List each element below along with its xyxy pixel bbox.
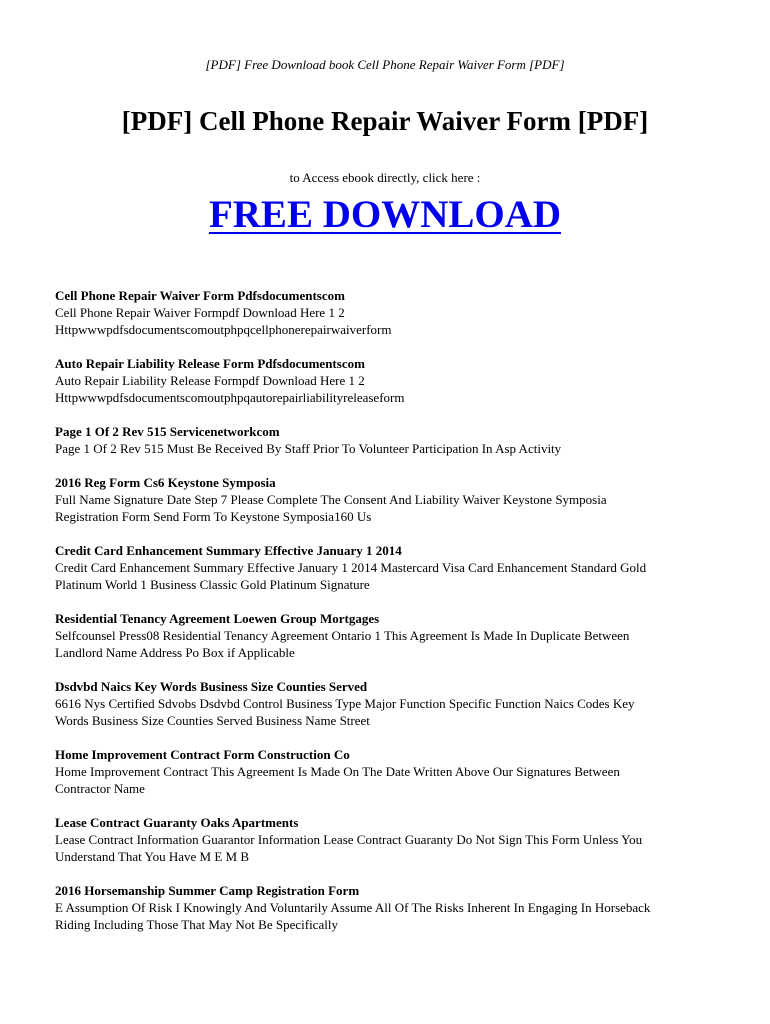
entry-body-line: 6616 Nys Certified Sdvobs Dsdvbd Control Business Type Major Function Specific Function Naics Codes Key <box>55 696 635 711</box>
running-header: [PDF] Free Download book Cell Phone Repair Waiver Form [PDF] <box>205 57 565 72</box>
entry-title: 2016 Reg Form Cs6 Keystone Symposia <box>55 475 276 490</box>
list-item <box>55 882 720 933</box>
entry-title: Residential Tenancy Agreement Loewen Group Mortgages <box>55 611 380 626</box>
entry-body-line: Contractor Name <box>55 781 145 796</box>
entry-title: Lease Contract Guaranty Oaks Apartments <box>55 815 299 830</box>
list-item <box>55 610 720 661</box>
entry-body-line: Words Business Size Counties Served Business Name Street <box>55 713 370 728</box>
page-title: [PDF] Cell Phone Repair Waiver Form [PDF] <box>121 106 649 136</box>
list-item <box>55 746 720 797</box>
entry-body-line: Registration Form Send Form To Keystone Symposia160 Us <box>55 509 372 524</box>
entry-title: Home Improvement Contract Form Construction Co <box>55 747 350 762</box>
list-item <box>55 814 720 865</box>
entry-body-line: Riding Including Those That May Not Be Specifically <box>55 917 338 932</box>
list-item <box>55 355 720 406</box>
list-item <box>55 423 720 457</box>
entry-body-line: Httpwwwpdfsdocumentscomoutphpqcellphonerepairwaiverform <box>55 322 392 337</box>
entry-body-line: Auto Repair Liability Release Formpdf Download Here 1 2 <box>55 373 365 388</box>
entry-body-line: E Assumption Of Risk I Knowingly And Voluntarily Assume All Of The Risks Inherent In Engaging In Horseback <box>55 900 651 915</box>
entry-body-line: Landlord Name Address Po Box if Applicable <box>55 645 295 660</box>
entry-title: 2016 Horsemanship Summer Camp Registration Form <box>55 883 360 898</box>
list-item <box>55 678 720 729</box>
result-list <box>55 287 720 950</box>
entry-body-line: Selfcounsel Press08 Residential Tenancy Agreement Ontario 1 This Agreement Is Made In Duplicate Between <box>55 628 630 643</box>
entry-body-line: Lease Contract Information Guarantor Information Lease Contract Guaranty Do Not Sign This Form Unless You <box>55 832 643 847</box>
entry-title: Credit Card Enhancement Summary Effective January 1 2014 <box>55 543 402 558</box>
list-item <box>55 474 720 525</box>
entry-title: Page 1 Of 2 Rev 515 Servicenetworkcom <box>55 424 280 439</box>
entry-body-line: Understand That You Have M E M B <box>55 849 250 864</box>
entry-body-line: Httpwwwpdfsdocumentscomoutphpqautorepairliabilityreleaseform <box>55 390 405 405</box>
entry-body-line: Page 1 Of 2 Rev 515 Must Be Received By Staff Prior To Volunteer Participation In Asp Activity <box>55 441 562 456</box>
entry-title: Auto Repair Liability Release Form Pdfsdocumentscom <box>55 356 365 371</box>
list-item <box>55 542 720 593</box>
entry-title: Cell Phone Repair Waiver Form Pdfsdocumentscom <box>55 288 345 303</box>
entry-body-line: Full Name Signature Date Step 7 Please Complete The Consent And Liability Waiver Keystone Symposia <box>55 492 607 507</box>
access-instruction: to Access ebook directly, click here : <box>289 170 481 185</box>
download-link-container <box>0 190 770 240</box>
free-download-link[interactable]: FREE DOWNLOAD <box>208 193 562 236</box>
entry-title: Dsdvbd Naics Key Words Business Size Counties Served <box>55 679 368 694</box>
entry-body-line: Credit Card Enhancement Summary Effective January 1 2014 Mastercard Visa Card Enhancement Standard Gold <box>55 560 647 575</box>
entry-body-line: Platinum World 1 Business Classic Gold Platinum Signature <box>55 577 370 592</box>
list-item <box>55 287 720 338</box>
entry-body-line: Cell Phone Repair Waiver Formpdf Download Here 1 2 <box>55 305 345 320</box>
entry-body-line: Home Improvement Contract This Agreement Is Made On The Date Written Above Our Signatures Between <box>55 764 620 779</box>
